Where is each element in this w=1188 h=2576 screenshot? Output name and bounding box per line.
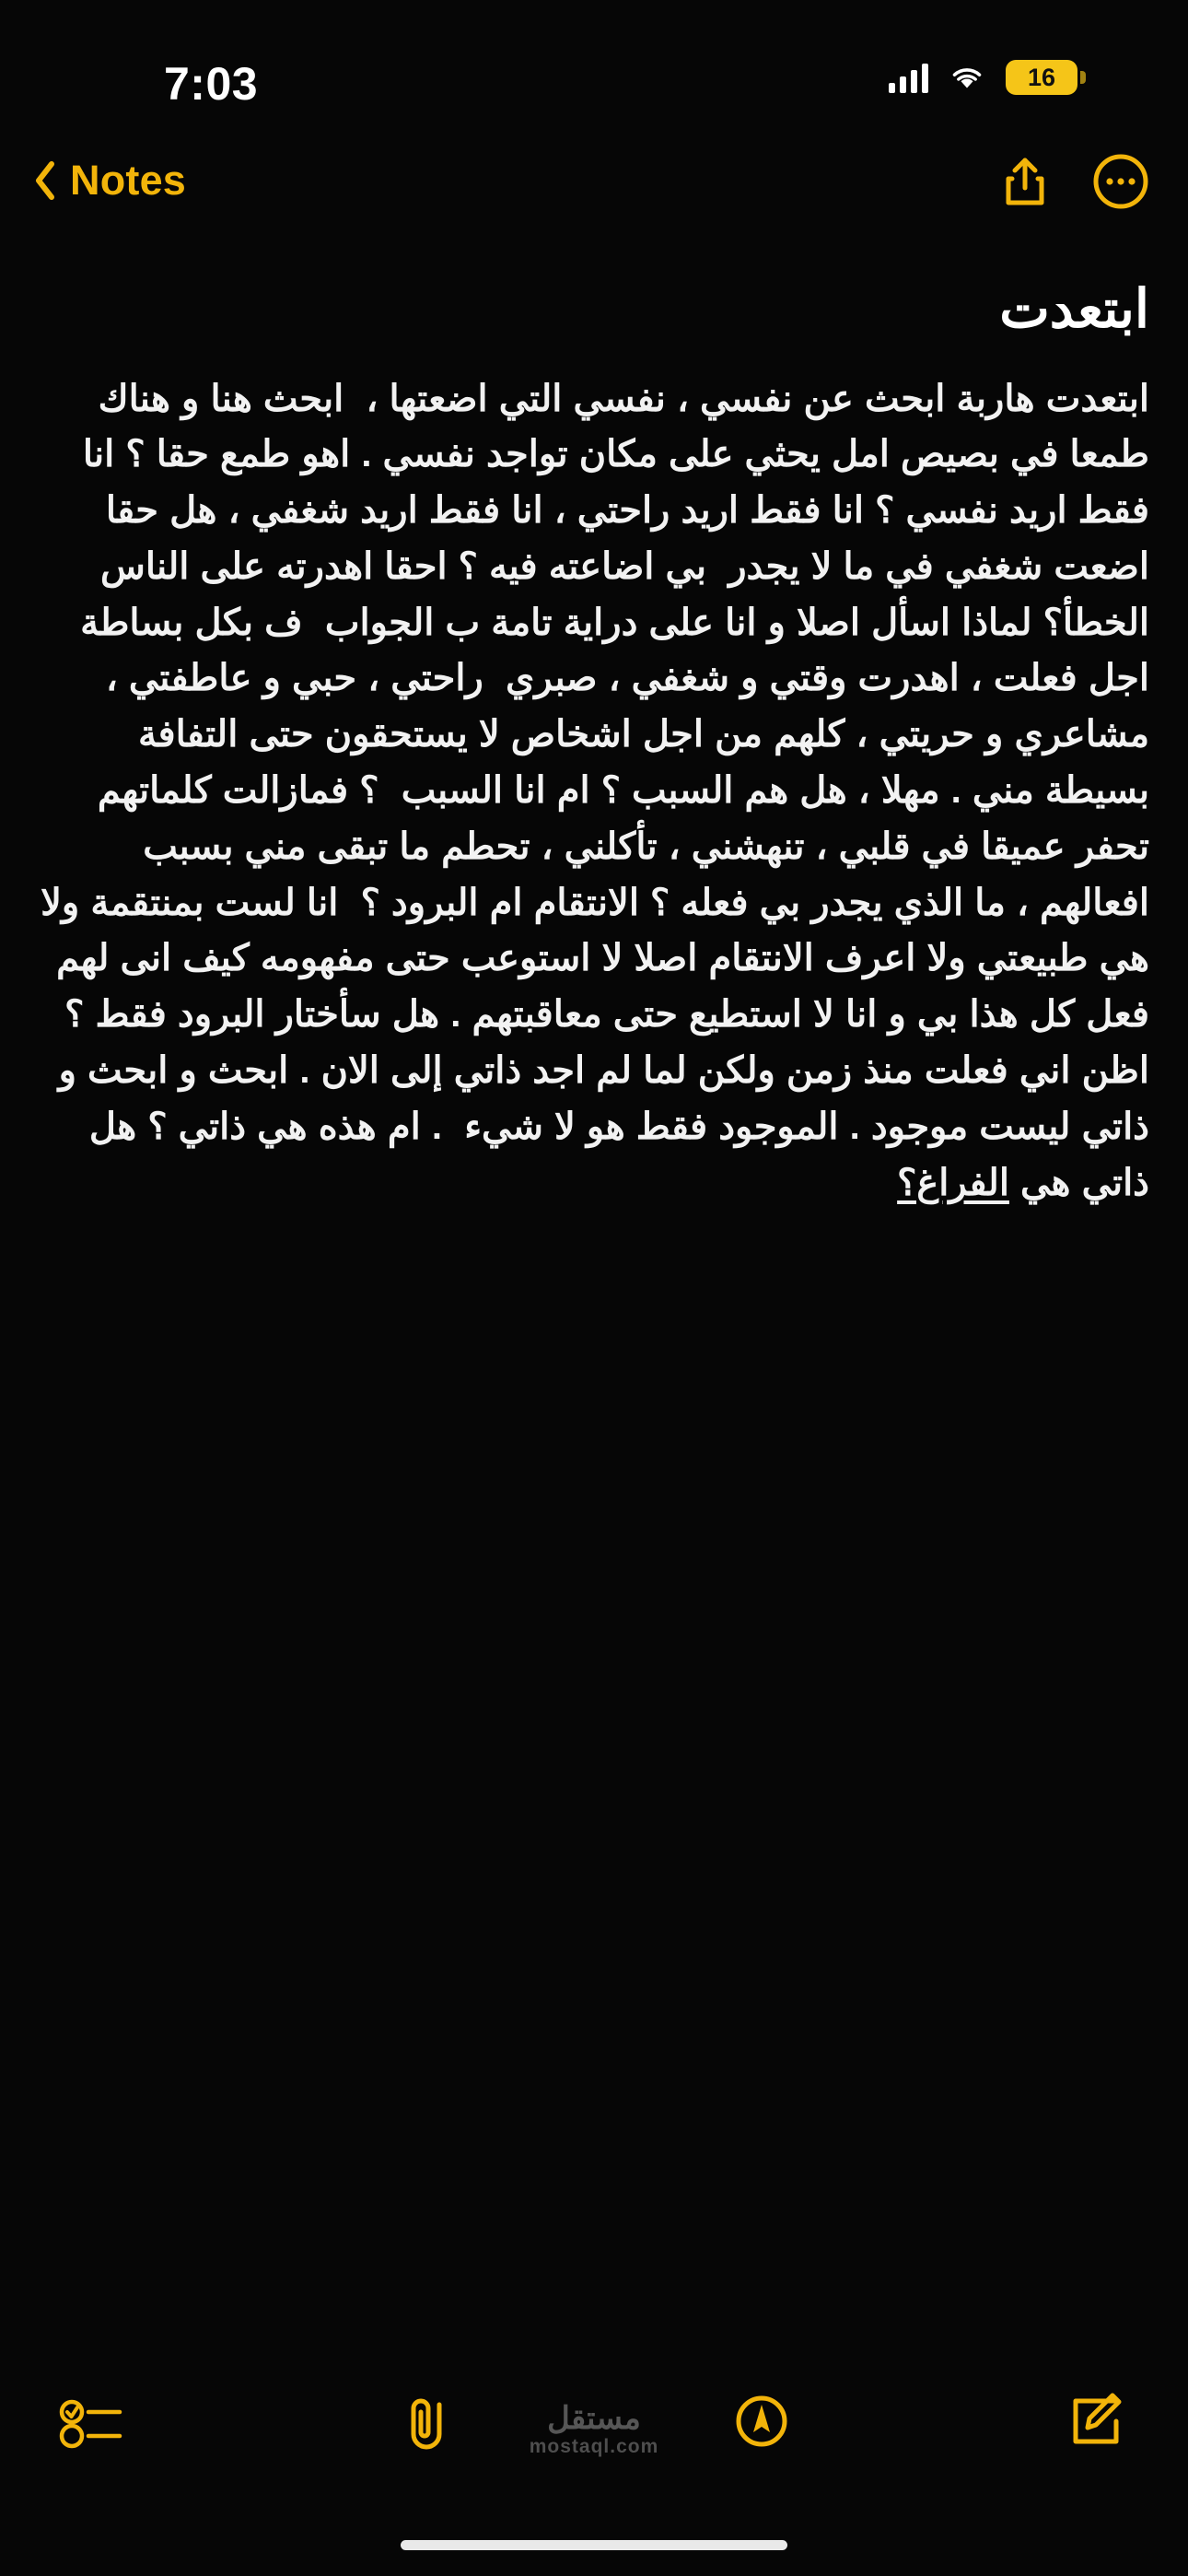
bottom-toolbar bbox=[0, 2366, 1188, 2476]
note-title: ابتعدت bbox=[999, 279, 1149, 339]
checklist-icon[interactable] bbox=[55, 2384, 129, 2458]
status-bar bbox=[0, 0, 1188, 138]
chevron-left-icon bbox=[33, 160, 57, 201]
cellular-bars-icon bbox=[889, 62, 928, 93]
navigation-actions bbox=[996, 153, 1149, 210]
wifi-icon bbox=[949, 63, 985, 92]
battery-icon bbox=[1006, 60, 1077, 95]
back-button-label: Notes bbox=[70, 157, 187, 204]
compose-icon[interactable] bbox=[1059, 2384, 1133, 2458]
battery-level: 16 bbox=[1027, 63, 1056, 91]
watermark-latin: mostaql.com bbox=[529, 2436, 659, 2457]
navigation-bar bbox=[0, 140, 1188, 241]
paperclip-icon[interactable] bbox=[390, 2384, 463, 2458]
home-indicator bbox=[401, 2540, 787, 2550]
note-body[interactable] bbox=[29, 371, 1149, 1212]
note-body-underlined-text: الفراغ؟ bbox=[897, 1162, 1009, 1203]
ellipsis-circle-icon[interactable] bbox=[1092, 153, 1149, 210]
note-content[interactable] bbox=[0, 276, 1188, 1211]
markup-pen-icon[interactable] bbox=[725, 2384, 798, 2458]
share-icon[interactable] bbox=[996, 153, 1054, 210]
watermark-arabic: مستقل bbox=[547, 2400, 641, 2436]
status-bar-time: 7:03 bbox=[164, 58, 259, 110]
back-to-notes-button[interactable] bbox=[33, 157, 186, 205]
status-bar-indicators bbox=[889, 60, 1077, 95]
note-body-text: ابتعدت هاربة ابحث عن نفسي ، نفسي التي اضعتها ، ابحث هنا و هناك طمعا في بصيص امل يحثي على مكان تواجد نفسي . اهو طمع حقا ؟ انا فقط اريد نفسي ؟ انا فقط اريد راحتي ، انا فقط اريد شغفي ، هل حقا اضعت شغفي في ما لا يجدر بي اضاعته فيه ؟ احقا اهدرته على الناس الخطأ؟ لماذا اسأل اصلا و انا على دراية تامة ب الجواب ف بكل بساطة اجل فعلت ، اهدرت وقتي و شغفي ، صبري راحتي ، حبي و عاطفتي ، مشاعري و حريتي ، كلهم من اجل اشخاص لا يستحقون حتى التفافة بسيطة مني . مهلا ، هل هم السبب ؟ ام انا السبب ؟ فمازالت كلماتهم تحفر عميقا في قلبي ، تنهشني ، تأكلني ، تحطم ما تبقى مني بسبب افعالهم ، ما الذي يجدر بي فعله ؟ الانتقام ام البرود ؟ انا لست بمنتقمة ولا هي طبيعتي ولا اعرف الانتقام اصلا لا استوعب حتى مفهومه كيف انى لهم فعل كل هذا بي و انا لا استطيع حتى معاقبتهم . هل سأختار البرود فقط ؟ اظن اني فعلت منذ زمن ولكن لما لم اجد ذاتي إلى الان . ابحث و ابحث و ذاتي ليست موجود . الموجود فقط هو لا شيء . ام هذه هي ذاتي ؟ هل ذاتي هي bbox=[29, 378, 1149, 1203]
